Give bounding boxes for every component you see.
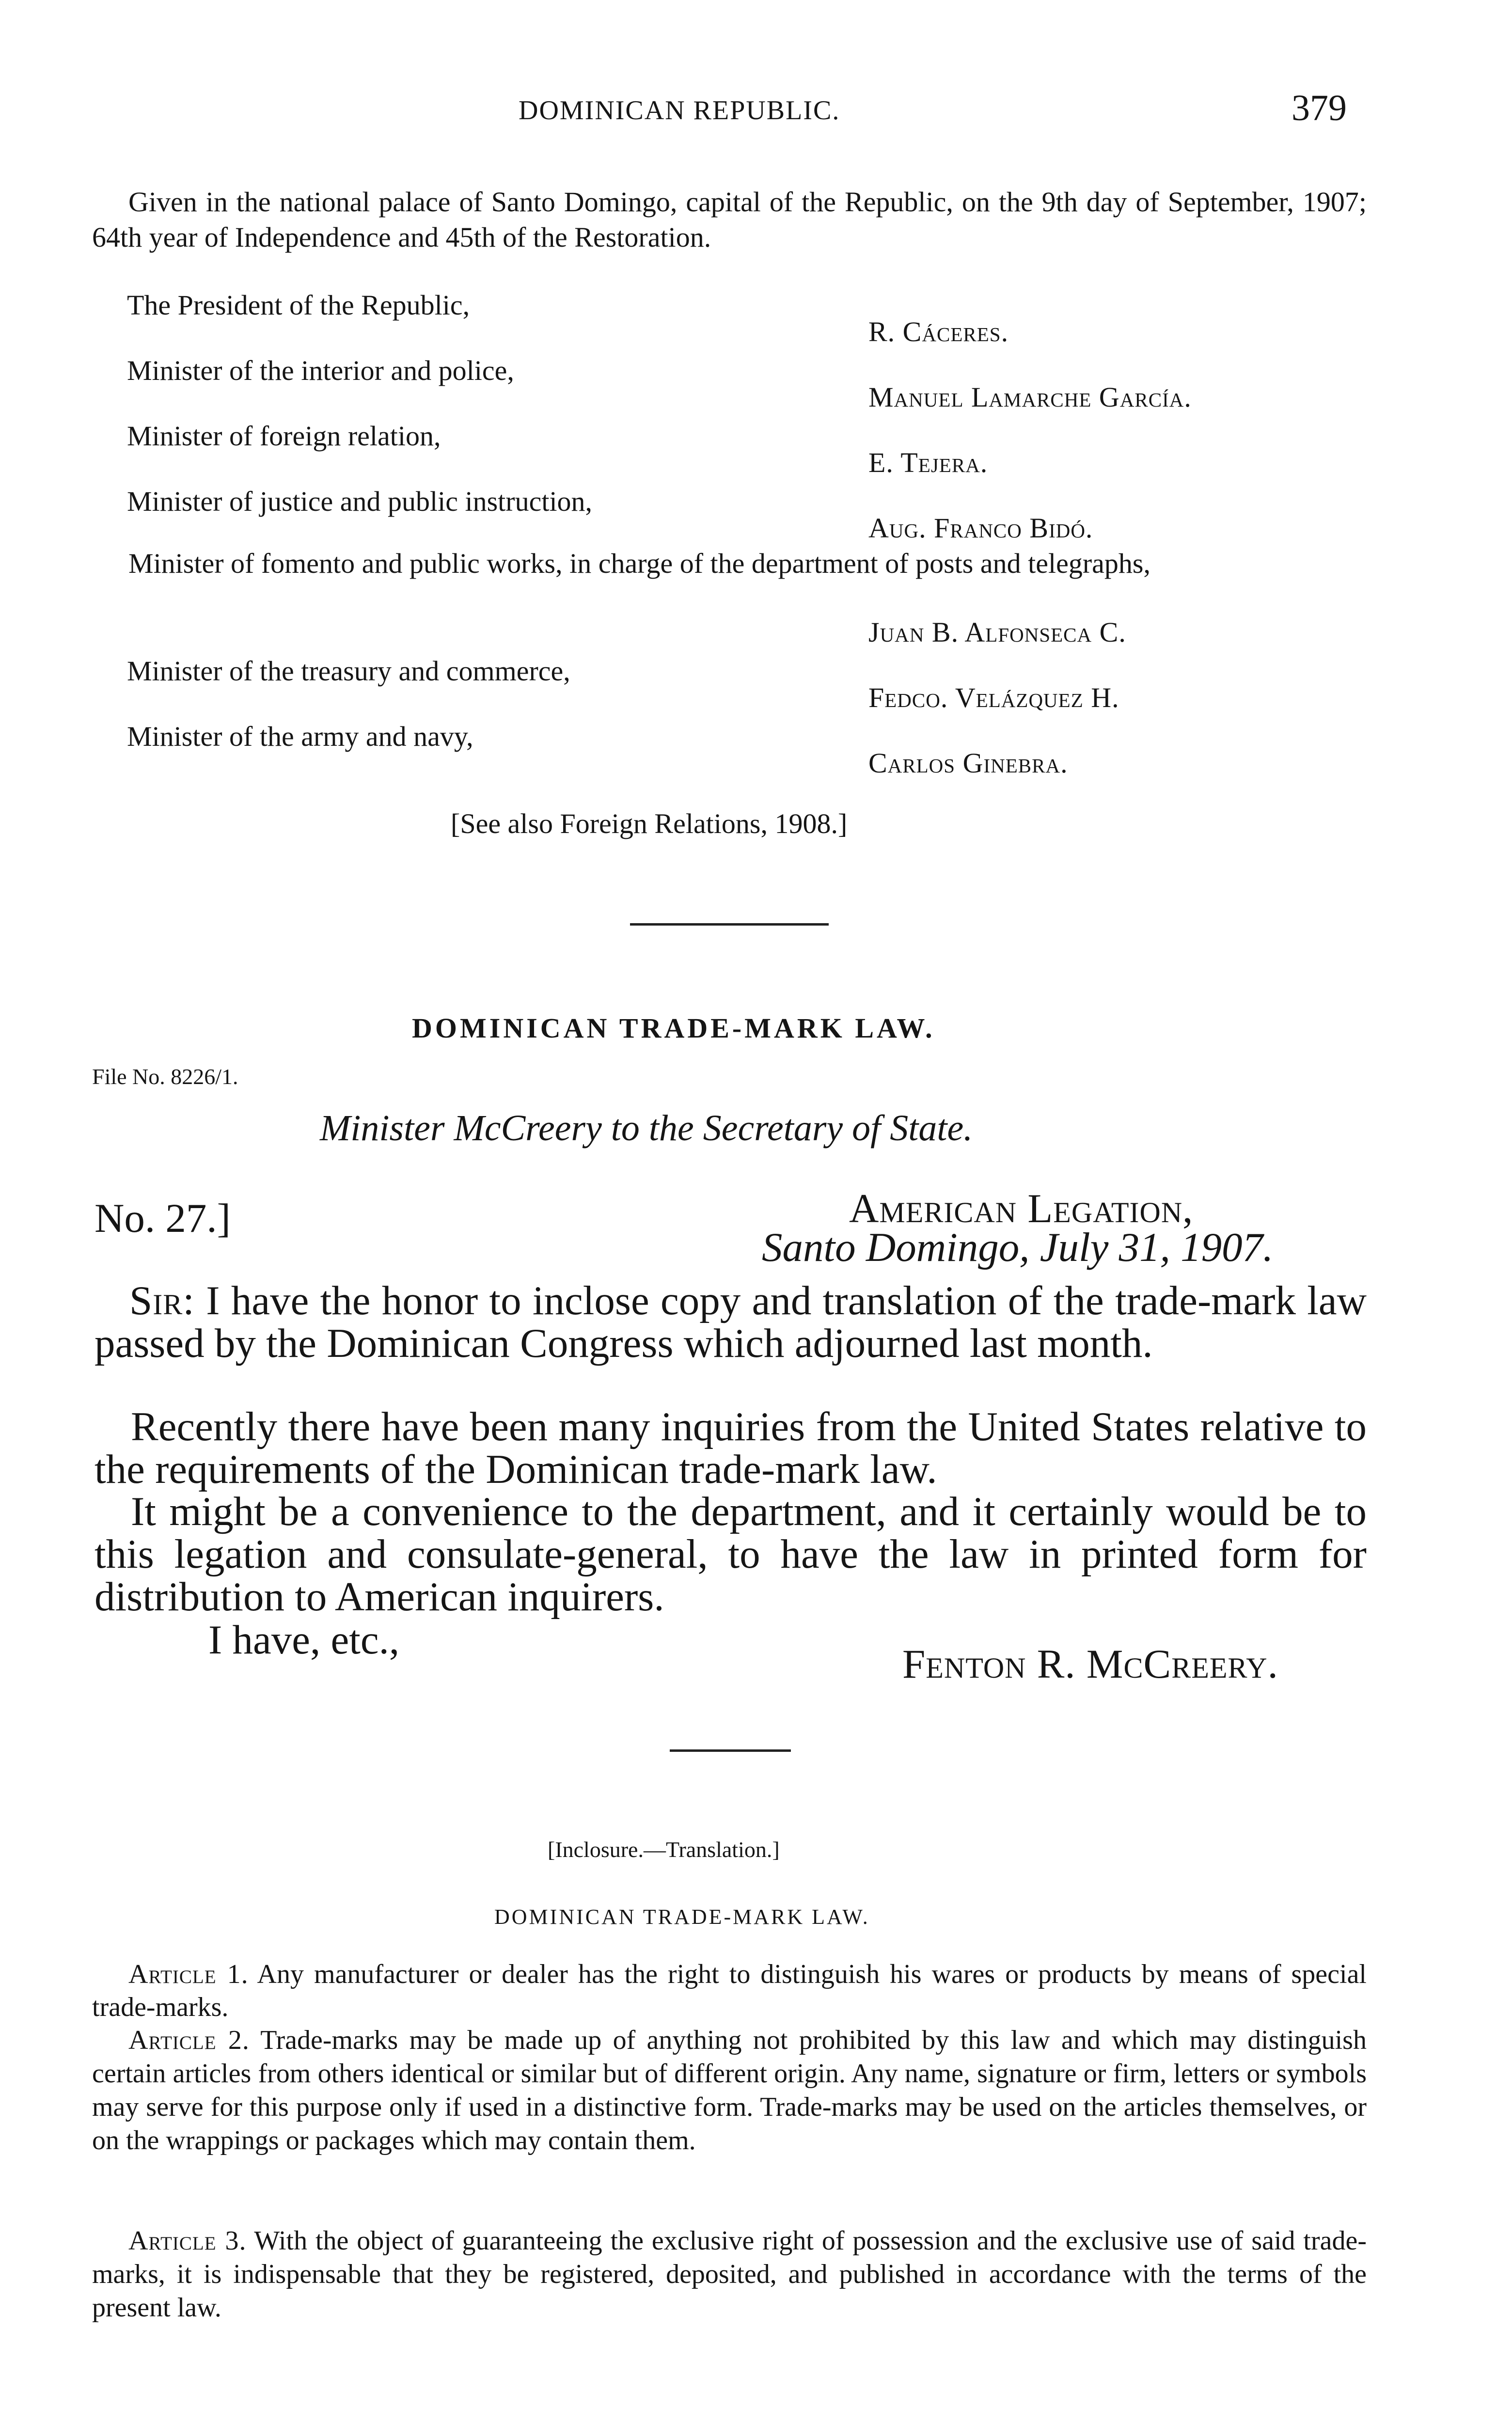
letter-paragraph-3: It might be a convenience to the department, and it certainly would be to this legation and consulate-general, to have the law in printed form for distribution to American inquirers. bbox=[94, 1489, 1367, 1620]
legation-name: American Legation, bbox=[849, 1186, 1194, 1231]
signature-title-president: The President of the Republic, bbox=[127, 289, 470, 321]
section-divider bbox=[630, 923, 829, 926]
article-2 bbox=[92, 2024, 1367, 2157]
signature-title-fomento: Minister of fomento and public works, in charge of the department of posts and telegraphs, bbox=[128, 548, 1150, 579]
letter-signature: Fenton R. McCreery. bbox=[902, 1641, 1278, 1687]
article-1-text: Any manufacturer or dealer has the right to distinguish his wares or products by means of special trade-marks. bbox=[92, 1959, 1367, 2022]
letter-closing: I have, etc., bbox=[208, 1617, 400, 1663]
letter-paragraph-2: Recently there have been many inquiries from the United States relative to the requirements of the Dominican trade-mark law. bbox=[94, 1404, 1367, 1492]
article-2-label: Article 2. bbox=[128, 2025, 250, 2055]
signature-name-foreign: E. Tejera. bbox=[868, 447, 988, 478]
signature-title-justice: Minister of justice and public instruction, bbox=[127, 486, 593, 517]
article-3-text: With the object of guaranteeing the exclusive right of possession and the exclusive use of said trade-marks, it is indispensable that they be registered, deposited, and published in accordance with the terms of the present law. bbox=[92, 2226, 1367, 2323]
article-3 bbox=[92, 2224, 1367, 2325]
page-number: 379 bbox=[1292, 88, 1347, 128]
article-3-label: Article 3. bbox=[128, 2226, 247, 2256]
signature-name-president: R. Cáceres. bbox=[868, 316, 1009, 347]
letter-number: No. 27.] bbox=[94, 1196, 231, 1241]
signature-title-treasury: Minister of the treasury and commerce, bbox=[127, 655, 570, 687]
article-2-text: Trade-marks may be made up of anything not prohibited by this law and which may distinguish certain articles from others identical or similar but of different origin. Any name, signature or firm, letters or symbols may serve for this purpose only if used in a distinctive form. Trade-marks may be used on the articles themselves, or on the wrappings or packages which may contain them. bbox=[92, 2025, 1367, 2156]
signature-title-foreign: Minister of foreign relation, bbox=[127, 420, 441, 452]
inclosure-label: [Inclosure.—Translation.] bbox=[548, 1837, 780, 1862]
running-title: DOMINICAN REPUBLIC. bbox=[519, 95, 840, 126]
section-title: DOMINICAN TRADE-MARK LAW. bbox=[412, 1012, 935, 1044]
letter-place-date: Santo Domingo, July 31, 1907. bbox=[762, 1225, 1274, 1270]
see-also-note: [See also Foreign Relations, 1908.] bbox=[451, 808, 848, 839]
signature-name-justice: Aug. Franco Bidó. bbox=[868, 512, 1093, 544]
signature-name-treasury: Fedco. Velázquez H. bbox=[868, 682, 1119, 713]
signature-name-army: Carlos Ginebra. bbox=[868, 747, 1068, 779]
signature-name-fomento: Juan B. Alfonseca C. bbox=[868, 616, 1126, 648]
letter-paragraph-1-text: I have the honor to inclose copy and translation of the trade-mark law passed by the Dominican Congress which adjourned last month. bbox=[94, 1278, 1367, 1366]
signature-title-army: Minister of the army and navy, bbox=[127, 721, 473, 752]
inclosure-divider bbox=[670, 1749, 791, 1752]
salutation: Sir: bbox=[129, 1278, 195, 1323]
letter-subtitle: Minister McCreery to the Secretary of State. bbox=[320, 1108, 973, 1149]
article-1-label: Article 1. bbox=[128, 1959, 249, 1989]
article-1 bbox=[92, 1958, 1367, 2024]
signature-title-interior: Minister of the interior and police, bbox=[127, 355, 514, 386]
file-number: File No. 8226/1. bbox=[92, 1064, 238, 1089]
signature-name-interior: Manuel Lamarche García. bbox=[868, 381, 1192, 413]
decree-given-text: Given in the national palace of Santo Domingo, capital of the Republic, on the 9th day of September, 1907; 64th year of Independence and 45th of the Restoration. bbox=[92, 186, 1367, 253]
inclosure-title: DOMINICAN TRADE-MARK LAW. bbox=[494, 1905, 870, 1929]
letter-paragraph-1 bbox=[94, 1279, 1367, 1365]
